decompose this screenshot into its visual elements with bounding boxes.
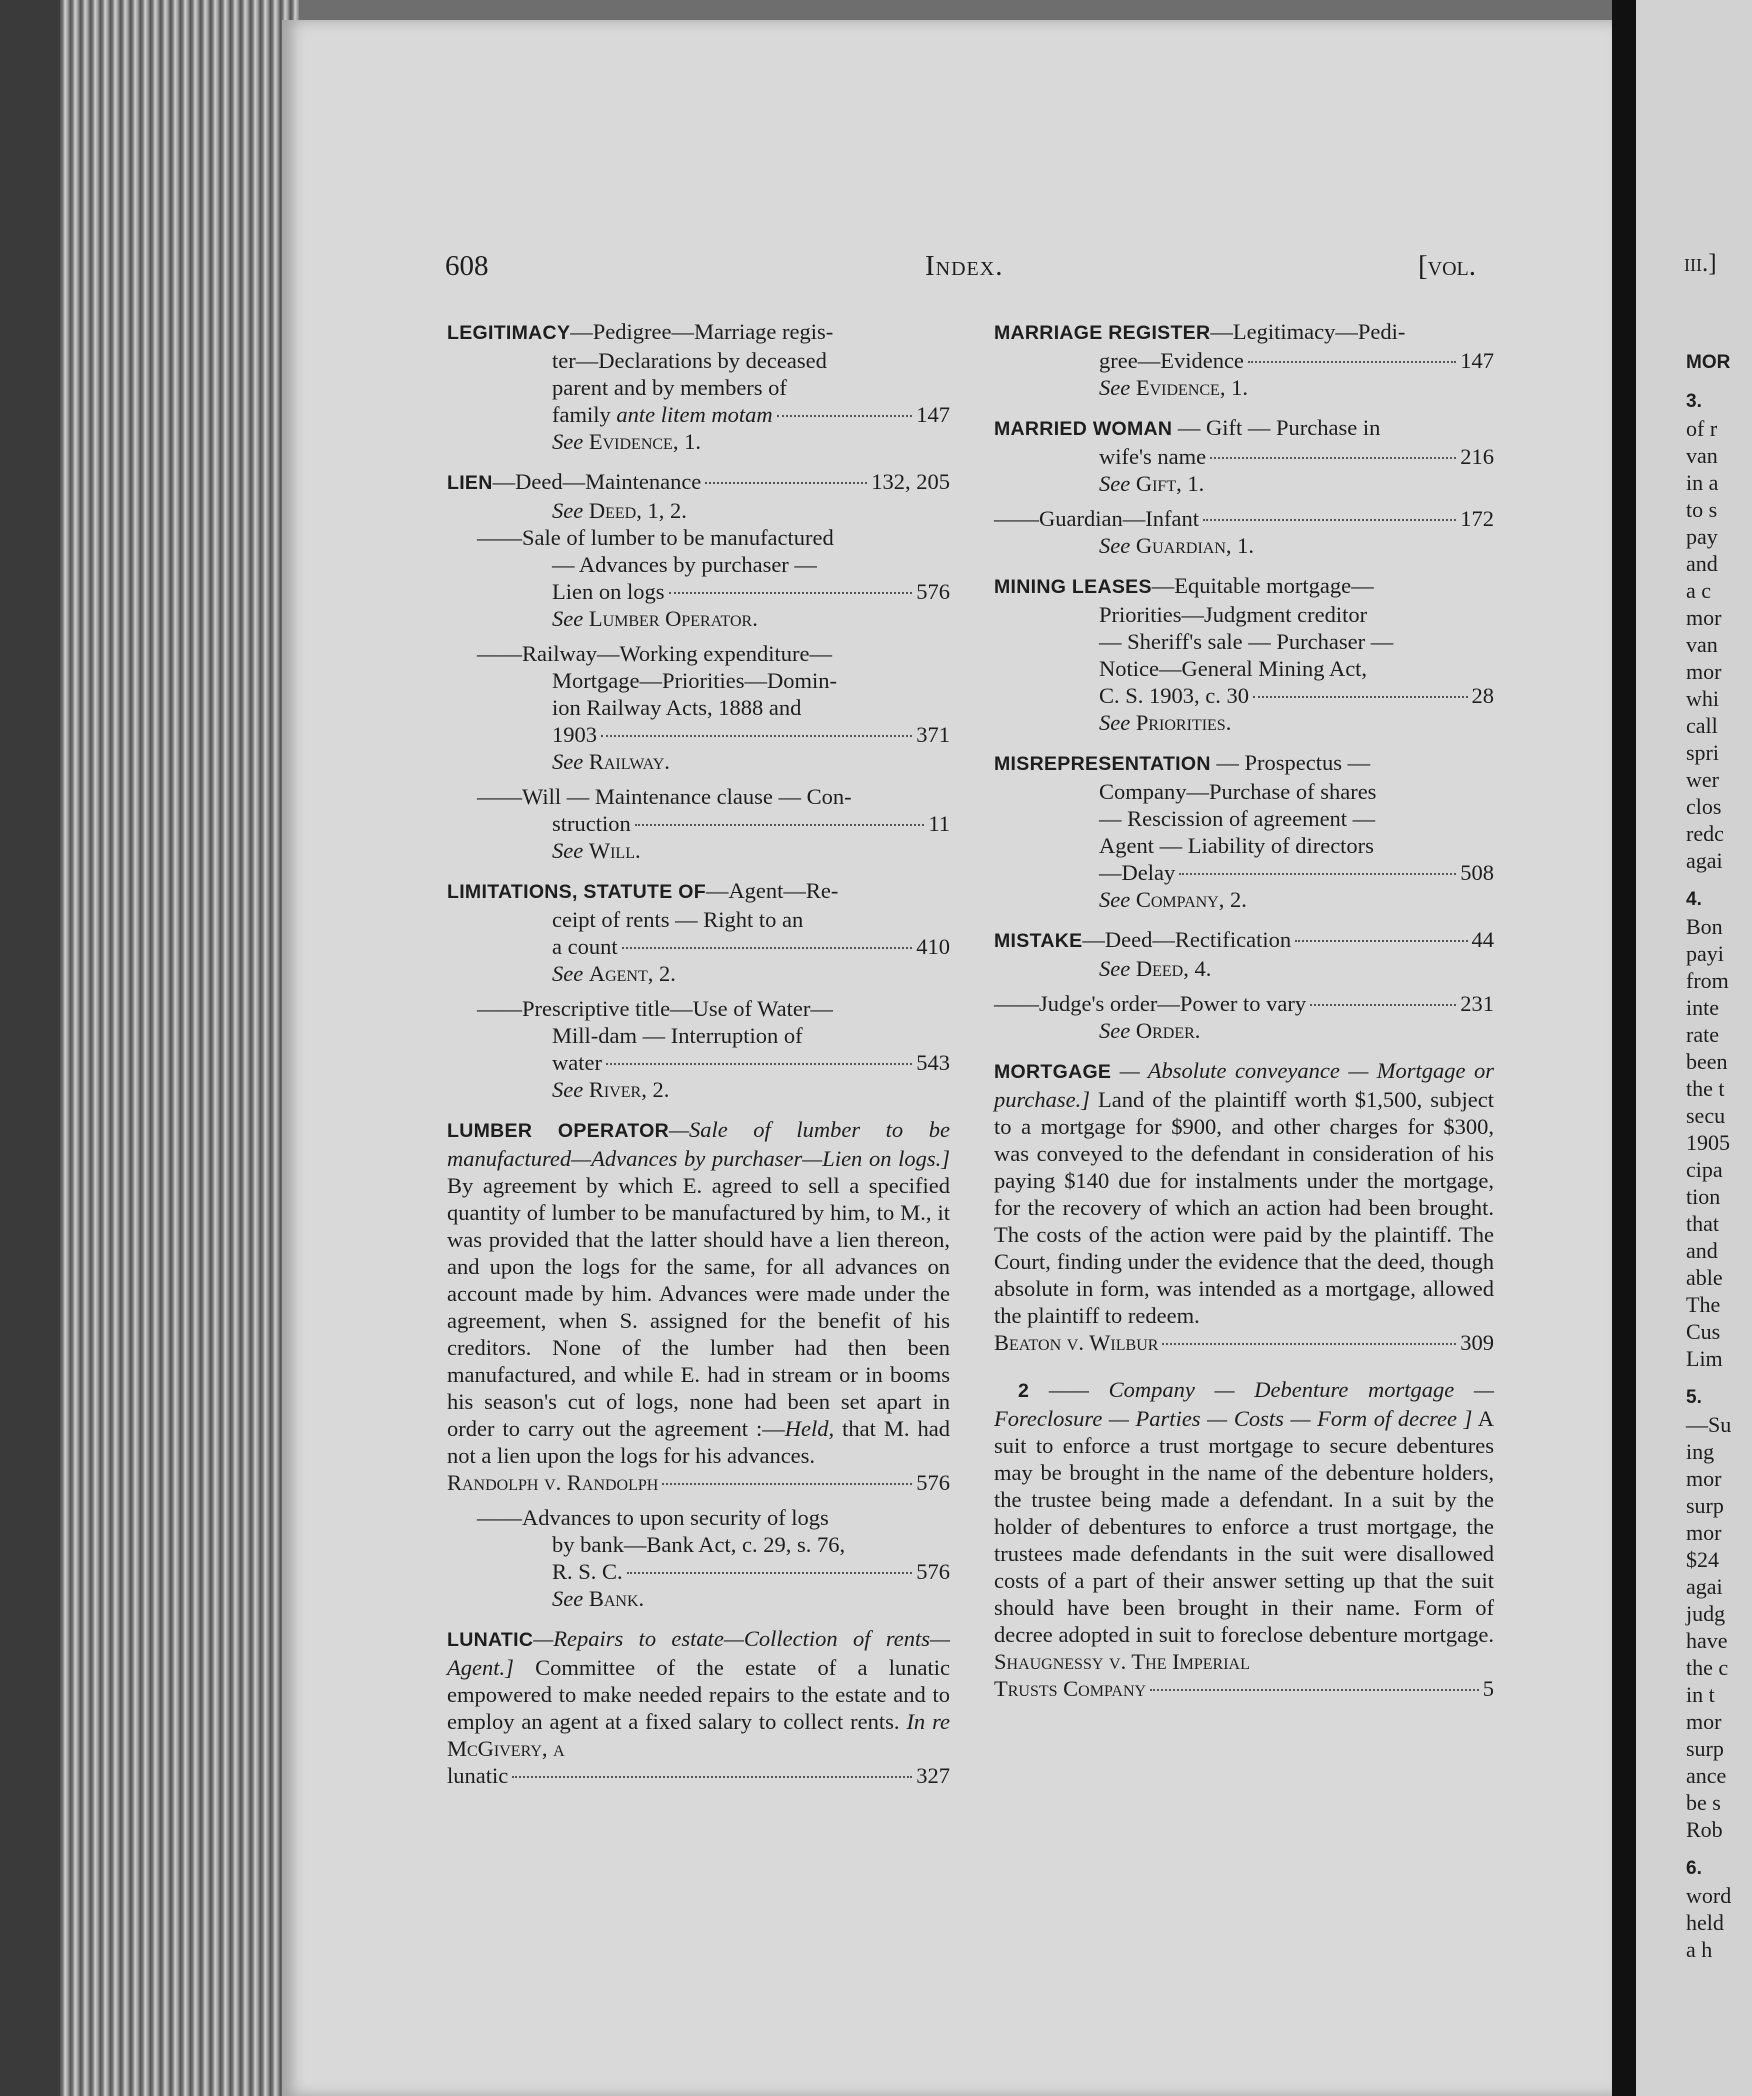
page-reference: 132, 205 <box>871 469 950 494</box>
index-entry-limitations: LIMITATIONS, STATUTE OF—Agent—Re- ceipt of rents — Right to an a count 410 See Agent, 2. ——Prescriptive title—Use of Water— Mill-dam — Interruption of water 543 See River, 2. <box>447 878 950 1102</box>
page-reference: 5 <box>1482 1676 1494 1701</box>
adjacent-page-fragment: the t <box>1686 1076 1725 1101</box>
adjacent-page-fragment: agai <box>1686 1574 1723 1599</box>
adjacent-page-fragment: 3. <box>1686 391 1702 412</box>
adjacent-page-fragment: mor <box>1686 1709 1722 1734</box>
page-number: 608 <box>445 250 489 282</box>
page-reference: 309 <box>1460 1330 1494 1355</box>
page-reference: 508 <box>1460 860 1494 885</box>
adjacent-page-fragment: tion <box>1686 1184 1721 1209</box>
cross-reference: See Agent, 2. <box>552 961 676 986</box>
entry-leader-line: wife's name 216 <box>1099 444 1494 469</box>
paragraph-number: 2 <box>1018 1380 1030 1402</box>
index-entry-mortgage <box>994 1057 1494 1702</box>
index-column-right <box>994 318 1494 1715</box>
adjacent-page-fragment: in a <box>1686 470 1719 495</box>
adjacent-page-fragment: that <box>1686 1211 1719 1236</box>
page-reference: 410 <box>916 934 950 959</box>
adjacent-page-fragment: from <box>1686 968 1729 993</box>
adjacent-page-fragment: ing <box>1686 1439 1715 1464</box>
entry-text: Mortgage—Priorities—Domin- <box>552 668 837 693</box>
entry-keyword: LUMBER OPERATOR <box>447 1120 669 1142</box>
adjacent-page-fragment: Cus <box>1686 1319 1721 1344</box>
entry-text: —Pedigree—Marriage regis- <box>570 319 834 344</box>
book-spine-shadow <box>0 0 60 2096</box>
entry-leader-line: a count 410 <box>552 934 950 959</box>
entry-body: Committee of the estate of a lunatic empowered to make needed repairs to the estate and to employ an agent at a fixed salary to collect rents. <box>447 1655 950 1734</box>
cross-reference: See Evidence, 1. <box>1099 375 1248 400</box>
cross-reference: See Company, 2. <box>1099 887 1247 912</box>
index-entry-lien: LIEN—Deed—Maintenance 132, 205 See Deed, 1, 2. ——Sale of lumber to be manufactured — Advances by purchaser — Lien on logs 576 See Lumber Operator. ——Railway—Working expenditure— Mortgage—Priorities—Domin- ion Railway Acts, 1888 and 1903 371 See Railway. ——Will — Maintenance clause — Con- struction 11 See Will. <box>447 469 950 863</box>
cross-reference: See Evidence, 1. <box>552 429 701 454</box>
entry-text: by bank—Bank Act, c. 29, s. 76, <box>552 1532 846 1557</box>
entry-leader-line: lunatic 327 <box>447 1763 950 1788</box>
sub-entry: ——Guardian—Infant 172 <box>994 506 1494 531</box>
entry-heading: — Absolute conveyance — Mortgage or purchase.] <box>994 1058 1494 1112</box>
entry-body: Land of the plaintiff worth $1,500, subject to a mortgage for $900, and other charges for $300, was conveyed to the defendant in consideration of his paying $140 due for instalments under the mortgage, for the recovery of which an action had been brought. The costs of the action were paid by the plaintiff. The Court, finding under the evidence that the deed, though absolute in form, was intended as a mortgage, allowed the plaintiff to redeem. <box>994 1087 1494 1328</box>
adjacent-page-fragment: ance <box>1686 1763 1727 1788</box>
adjacent-page-fragment: Rob <box>1686 1817 1723 1842</box>
adjacent-page-fragment: able <box>1686 1265 1723 1290</box>
cross-reference: See Deed, 4. <box>1099 956 1212 981</box>
entry-leader-line: struction 11 <box>552 811 950 836</box>
index-entry-legitimacy <box>447 318 950 455</box>
adjacent-page-fragment: call <box>1686 713 1718 738</box>
page-reference: 231 <box>1460 991 1494 1016</box>
adjacent-page-fragment: mor <box>1686 1520 1722 1545</box>
index-entry-misrepresentation: MISREPRESENTATION — Prospectus — Company—Purchase of shares — Rescission of agreement — Agent — Liability of directors —Delay 508 See Company, 2. <box>994 750 1494 912</box>
index-entry-lunatic: LUNATIC—Repairs to estate—Collection of rents—Agent.] Committee of the estate of a lunatic empowered to make needed repairs to the estate and to employ an agent at a fixed salary to collect rents. In re McGivery, a lunatic 327 <box>447 1626 950 1788</box>
adjacent-page-fragment: held <box>1686 1910 1724 1935</box>
adjacent-page <box>1636 0 1752 2096</box>
adjacent-page-header: iii.] <box>1684 250 1717 277</box>
page-reference: 216 <box>1460 444 1494 469</box>
entry-keyword: MARRIED WOMAN <box>994 418 1173 440</box>
adjacent-page-fragment: and <box>1686 551 1718 576</box>
sub-entry: ——Judge's order—Power to vary 231 <box>994 991 1494 1016</box>
adjacent-page-fragment: rate <box>1686 1022 1719 1047</box>
adjacent-page-fragment: Bon <box>1686 914 1723 939</box>
adjacent-page-fragment: whi <box>1686 686 1719 711</box>
adjacent-page-fragment: surp <box>1686 1493 1724 1518</box>
adjacent-page-fragment: agai <box>1686 848 1723 873</box>
cross-reference: See Will. <box>552 838 641 863</box>
adjacent-page-fragment: spri <box>1686 740 1719 765</box>
adjacent-page-fragment: redc <box>1686 821 1724 846</box>
cross-reference: See Railway. <box>552 749 670 774</box>
entry-keyword: LIMITATIONS, STATUTE OF <box>447 881 706 903</box>
entry-text: Company—Purchase of shares <box>1099 779 1377 804</box>
page-reference: 147 <box>1460 348 1494 373</box>
case-citation: Randolph v. Randolph 576 <box>447 1470 950 1495</box>
cross-reference: See Bank. <box>552 1586 645 1611</box>
adjacent-page-fragment: 1905 <box>1686 1130 1730 1155</box>
adjacent-page-fragment: been <box>1686 1049 1728 1074</box>
entry-heading: —Repairs to estate—Collection of rents—Agent.] <box>447 1626 950 1680</box>
sub-entry: ——Prescriptive title—Use of Water— <box>477 996 833 1021</box>
volume-marker: [vol. <box>1418 250 1477 282</box>
page-reference: 11 <box>928 811 950 836</box>
adjacent-page-fragment: be s <box>1686 1790 1721 1815</box>
entry-body: By agreement by which E. agreed to sell a specified quantity of lumber to be manufactured by him, to M., it was provided that the latter should have a lien thereon, and upon the logs for the same, for all advances on account made by him. Advances were made under the agreement, when S. assigned for the benefit of his creditors. None of the lumber had then been manufactured, and while E. had in stream or in booms his season's cut of logs, none had been set apart in order to carry out the agreement :— <box>447 1173 950 1441</box>
entry-leader-line: water 543 <box>552 1050 950 1075</box>
page-reference: 576 <box>916 1559 950 1584</box>
entry-heading: —Sale of lumber to be manufactured—Advances by purchaser—Lien on logs.] <box>447 1117 950 1171</box>
adjacent-page-fragment: —Su <box>1686 1412 1732 1437</box>
entry-text: ion Railway Acts, 1888 and <box>552 695 802 720</box>
entry-keyword: LIEN <box>447 472 493 494</box>
adjacent-page-fragment: van <box>1686 443 1718 468</box>
adjacent-page-fragment: secu <box>1686 1103 1726 1128</box>
sub-entry: ——Railway—Working expenditure— <box>477 641 832 666</box>
page-reference: 543 <box>916 1050 950 1075</box>
index-entry-marriage-register: MARRIAGE REGISTER—Legitimacy—Pedi- gree—Evidence 147 See Evidence, 1. <box>994 319 1494 400</box>
adjacent-page-fragment: to s <box>1686 497 1718 522</box>
adjacent-page-fragment: and <box>1686 1238 1718 1263</box>
entry-keyword: MINING LEASES <box>994 576 1152 598</box>
cross-reference: See River, 2. <box>552 1077 670 1102</box>
index-entry-mistake: MISTAKE—Deed—Rectification 44 See Deed, 4. ——Judge's order—Power to vary 231 See Order. <box>994 927 1494 1043</box>
adjacent-page-fragment: mor <box>1686 1466 1722 1491</box>
entry-leader-line: 1903 371 <box>552 722 950 747</box>
adjacent-page-fragment: 6. <box>1686 1858 1702 1879</box>
adjacent-page-fragment: van <box>1686 632 1718 657</box>
cross-reference: See Lumber Operator. <box>552 606 758 631</box>
adjacent-page-fragment: in t <box>1686 1682 1715 1707</box>
adjacent-page-fragment: Lim <box>1686 1346 1723 1371</box>
entry-paragraph-2: 2 —— Company — Debenture mortgage — Foreclosure — Parties — Costs — Form of decree ] A suit to enforce a trust mortgage to secure debentures may be brought in the name of the debenture holders, the trustee being made a defendant. In a suit by the holder of debentures to enforce a trust mortgage, the trustees made defendants in the suit were disallowed costs of a part of their answer setting up that the suit should have been brought in their name. Form of decree adopted in suit to foreclose debenture mortgage. Shaugnessy v. The Imperial <box>994 1377 1494 1674</box>
cross-reference: See Order. <box>1099 1018 1201 1043</box>
adjacent-page-fragment: mor <box>1686 659 1722 684</box>
entry-leader-line: gree—Evidence 147 <box>1099 348 1494 373</box>
entry-keyword: LUNATIC <box>447 1629 534 1651</box>
page-reference: 576 <box>916 1470 950 1495</box>
cross-reference: See Deed, 1, 2. <box>552 498 687 523</box>
adjacent-page-fragment: word <box>1686 1883 1732 1908</box>
entry-text: Priorities—Judgment creditor <box>1099 602 1368 627</box>
adjacent-page-fragment: the c <box>1686 1655 1729 1680</box>
page-reference: 576 <box>916 579 950 604</box>
case-citation: Trusts Company 5 <box>994 1676 1494 1701</box>
adjacent-page-fragment: 4. <box>1686 889 1702 910</box>
entry-leader-line: R. S. C. 576 <box>552 1559 950 1584</box>
page-reference: 28 <box>1471 683 1494 708</box>
entry-keyword: MISREPRESENTATION <box>994 753 1211 775</box>
entry-text: Agent — Liability of directors <box>1099 833 1374 858</box>
entry-text: — Advances by purchaser — <box>552 552 817 577</box>
entry-keyword: LEGITIMACY <box>447 322 571 344</box>
entry-text: — Rescission of agreement — <box>1099 806 1376 831</box>
adjacent-page-fragment: pay <box>1686 524 1718 549</box>
sub-entry: ——Advances to upon security of logs <box>477 1505 829 1530</box>
adjacent-page-fragment: cipa <box>1686 1157 1723 1182</box>
entry-keyword: MISTAKE <box>994 930 1083 952</box>
case-citation: Beaton v. Wilbur 309 <box>994 1330 1494 1355</box>
adjacent-page-fragment: wer <box>1686 767 1719 792</box>
sub-entry: ——Will — Maintenance clause — Con- <box>477 784 852 809</box>
entry-keyword: MARRIAGE REGISTER <box>994 322 1211 344</box>
adjacent-page-fragment: inte <box>1686 995 1719 1020</box>
adjacent-page-fragment: of r <box>1686 416 1718 441</box>
entry-leader-line: C. S. 1903, c. 30 28 <box>1099 683 1494 708</box>
page-reference: 327 <box>916 1763 950 1788</box>
page-reference: 371 <box>916 722 950 747</box>
adjacent-page-fragment: surp <box>1686 1736 1724 1761</box>
adjacent-page-fragment: judg <box>1686 1601 1726 1626</box>
page-reference: 172 <box>1460 506 1494 531</box>
book-gutter <box>1612 0 1636 2096</box>
adjacent-page-fragment: 5. <box>1686 1387 1702 1408</box>
cross-reference: See Guardian, 1. <box>1099 533 1255 558</box>
entry-leader-line: family ante litem motam 147 <box>552 402 950 427</box>
entry-leader-line: Lien on logs 576 <box>552 579 950 604</box>
index-entry-mining-leases: MINING LEASES—Equitable mortgage— Priorities—Judgment creditor — Sheriff's sale — Purchaser — Notice—General Mining Act, C. S. 1903, c. 30 28 See Priorities. <box>994 573 1494 735</box>
index-column-left <box>447 318 950 1802</box>
entry-text: parent and by members of <box>552 375 787 400</box>
entry-text: ter—Declarations by deceased <box>552 348 827 373</box>
page-reference: 44 <box>1471 927 1494 952</box>
index-entry-lumber-operator: LUMBER OPERATOR—Sale of lumber to be manufactured—Advances by purchaser—Lien on logs.] By agreement by which E. agreed to sell a specified quantity of lumber to be manufactured by him, to M., it was provided that the latter should have a lien thereon, and upon the logs for the same, for all advances on account made by him. Advances were made under the agreement, when S. assigned for the benefit of his creditors. None of the lumber had then been manufactured, and while E. had in stream or in booms his season's cut of logs, none had been set apart in order to carry out the agreement :—Held, that M. had not a lien upon the logs for his advances. Randolph v. Randolph 576 ——Advances to upon security of logs by bank—Bank Act, c. 29, s. 76, R. S. C. 576 See Bank. <box>447 1117 950 1611</box>
cross-reference: See Gift, 1. <box>1099 471 1205 496</box>
adjacent-page-fragment: MOR <box>1686 352 1731 373</box>
entry-text: Notice—General Mining Act, <box>1099 656 1368 681</box>
index-entry-married-woman: MARRIED WOMAN — Gift — Purchase in wife's name 216 See Gift, 1. ——Guardian—Infant 172 See Guardian, 1. <box>994 415 1494 558</box>
entry-keyword: MORTGAGE <box>994 1061 1112 1083</box>
entry-leader-line: —Delay 508 <box>1099 860 1494 885</box>
adjacent-page-fragment: clos <box>1686 794 1722 819</box>
entry-text: ceipt of rents — Right to an <box>552 907 804 932</box>
cross-reference: See Priorities. <box>1099 710 1232 735</box>
entry-text: — Sheriff's sale — Purchaser — <box>1099 629 1394 654</box>
adjacent-page-fragment: payi <box>1686 941 1724 966</box>
adjacent-page-fragment: a h <box>1686 1937 1713 1962</box>
entry-text: Mill-dam — Interruption of <box>552 1023 803 1048</box>
adjacent-page-fragment: have <box>1686 1628 1728 1653</box>
page-reference: 147 <box>916 402 950 427</box>
page-title: Index. <box>925 250 1004 282</box>
adjacent-page-fragment: The <box>1686 1292 1721 1317</box>
adjacent-page-fragment: mor <box>1686 605 1722 630</box>
sub-entry: ——Sale of lumber to be manufactured <box>477 525 834 550</box>
adjacent-page-fragment: $24 <box>1686 1547 1719 1572</box>
adjacent-page-fragment: a c <box>1686 578 1712 603</box>
